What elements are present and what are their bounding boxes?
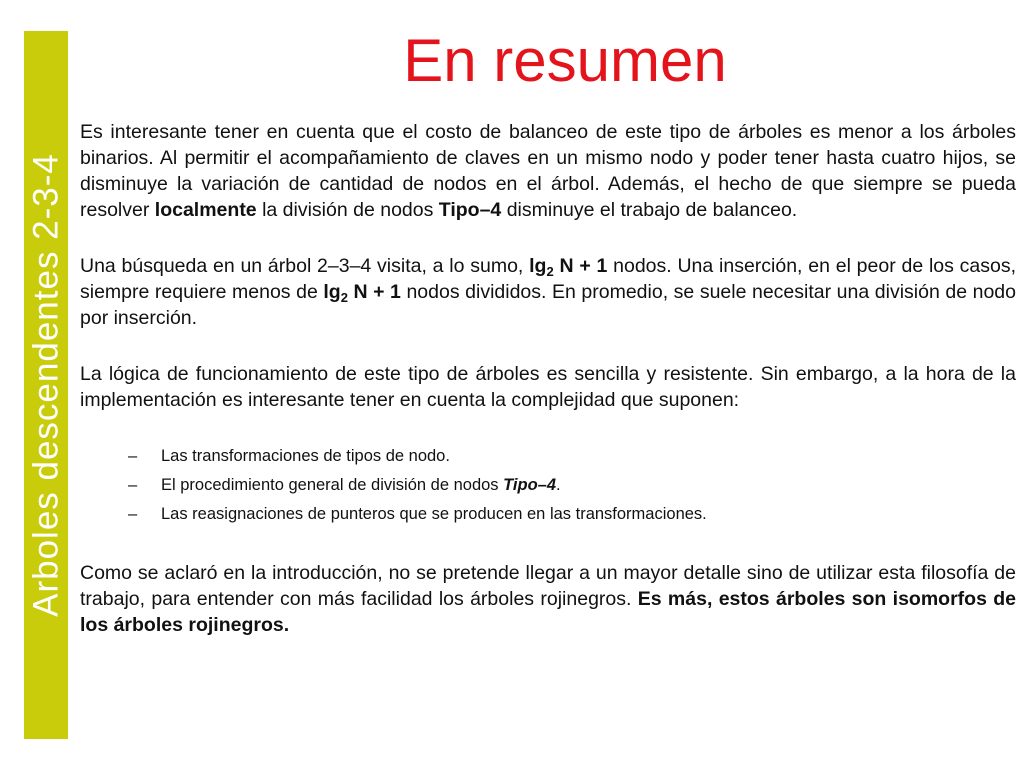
- formula-lg2n1: [529, 255, 607, 277]
- formula-rest: N + 1: [347, 281, 401, 303]
- complexity-list: [80, 442, 1016, 529]
- bold-term-tipo4: Tipo–4: [438, 199, 502, 221]
- paragraph-text: nodos divididos. En promedio, se suele necesitar una división de nodo por inserción.: [80, 281, 1016, 329]
- list-item-text: Las reasignaciones de punteros que se producen en las transformaciones.: [161, 505, 707, 523]
- paragraph-conclusion: [80, 560, 1016, 638]
- bold-term-localmente: localmente: [154, 199, 257, 221]
- bold-italic-term-tipo4: Tipo–4: [503, 476, 557, 494]
- paragraph-text: Una búsqueda en un árbol 2–3–4 visita, a lo sumo,: [80, 255, 530, 277]
- paragraph-text: nodos. Una inserción, en el peor de los casos, siempre requiere menos de: [80, 255, 1017, 303]
- formula-lg2n1-second: [323, 281, 401, 303]
- slide-content: [80, 119, 1016, 638]
- dash-bullet: –: [128, 505, 138, 523]
- formula-rest: N + 1: [553, 255, 608, 277]
- formula-subscript: 2: [340, 290, 348, 305]
- slide-title: En resumen: [403, 27, 727, 94]
- list-item-text: .: [556, 476, 561, 494]
- paragraph-search: [80, 253, 1016, 331]
- paragraph-text: Es interesante tener en cuenta que el costo de balanceo de este tipo de árboles es menor a los árboles binarios. Al permitir el acompañamiento de claves en un mismo nodo y poder tener hasta cuatro hijos, se disminuye la variación de cantidad de nodos en el árbol. Además, el hecho de que siempre se pueda resolver: [80, 121, 1016, 221]
- list-item: [128, 500, 1016, 529]
- formula-subscript: 2: [546, 264, 554, 279]
- sidebar: [24, 31, 68, 739]
- paragraph-text: la división de nodos: [256, 199, 439, 221]
- list-item: [128, 442, 1016, 471]
- dash-bullet: –: [128, 476, 138, 494]
- formula-lg: lg: [529, 255, 547, 277]
- paragraph-text: disminuye el trabajo de balanceo.: [501, 199, 798, 221]
- paragraph-text: Como se aclaró en la introducción, no se pretende llegar a un mayor detalle sino de utilizar esta filosofía de trabajo, para entender con más facilidad los árboles rojinegros.: [80, 562, 1016, 610]
- list-item: [128, 471, 1016, 500]
- bold-conclusion: Es más, estos árboles son isomorfos de los árboles rojinegros.: [80, 588, 1017, 636]
- formula-lg: lg: [323, 281, 341, 303]
- dash-bullet: –: [128, 447, 138, 465]
- sidebar-title: Arboles descendentes 2-3-4: [26, 153, 66, 617]
- list-item-text: Las transformaciones de tipos de nodo.: [161, 447, 450, 465]
- list-item-text: El procedimiento general de división de nodos: [161, 476, 504, 494]
- paragraph-logic: La lógica de funcionamiento de este tipo de árboles es sencilla y resistente. Sin embargo, a la hora de la implementación es interesante tener en cuenta la complejidad que suponen:: [80, 363, 1016, 411]
- paragraph-cost: [80, 119, 1016, 223]
